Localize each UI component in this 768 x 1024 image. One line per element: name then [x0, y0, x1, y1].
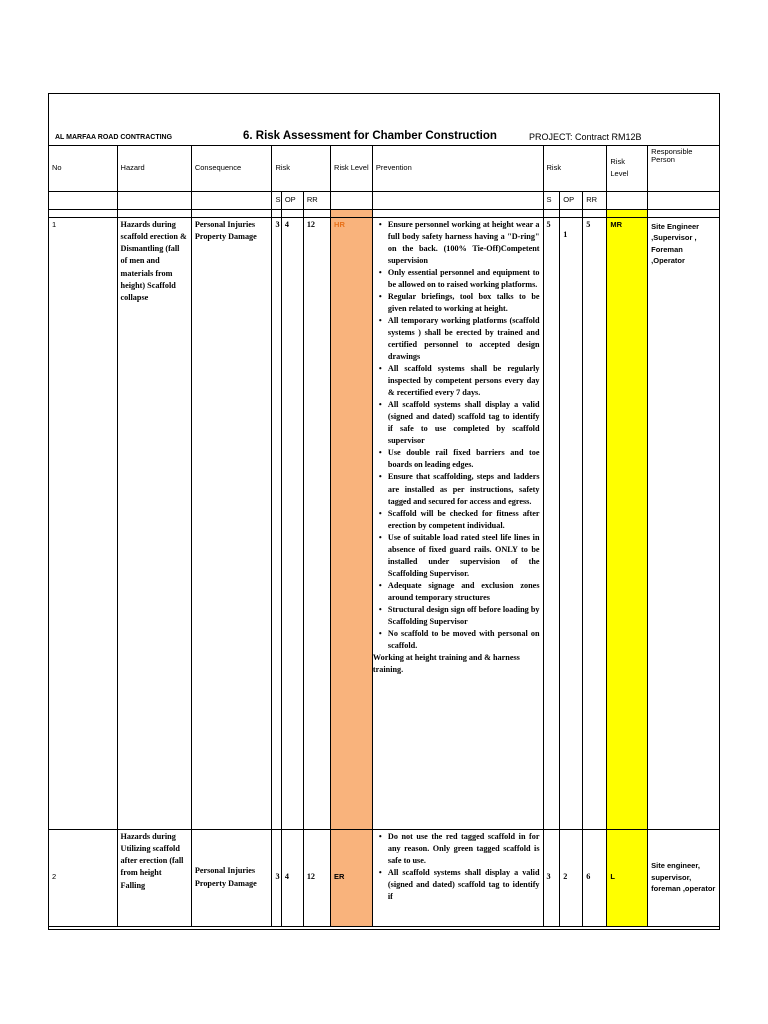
- residual-level-badge: MR: [610, 219, 623, 229]
- document-header: [49, 94, 719, 146]
- project-label: PROJECT: Contract RM12B: [529, 132, 642, 142]
- table-row: [49, 829, 720, 926]
- risk-level-badge: HR: [334, 219, 345, 229]
- col-s2: S: [543, 191, 560, 209]
- row-risk-level: [331, 829, 373, 926]
- col-rr2: RR: [583, 191, 607, 209]
- row-responsible: Site engineer, supervisor, foreman ,operator: [648, 829, 720, 926]
- row-consequence: Personal Injuries Property Damage: [191, 217, 272, 829]
- row-no: 2: [49, 829, 117, 926]
- col-prevention: Prevention: [372, 146, 543, 191]
- prevention-item: • Structural design sign off before loading by Scaffolding Supervisor: [388, 604, 540, 628]
- prevention-item: • Do not use the red tagged scaffold in for any reason. Only green tagged scaffold is safe to use.: [388, 831, 540, 867]
- prevention-list: [379, 831, 540, 903]
- prevention-note: Working at height training and & harness training.: [372, 653, 520, 675]
- row-op2-value: 1: [563, 229, 568, 239]
- col-hazard: Hazard: [117, 146, 191, 191]
- col-responsible: Responsible Person: [648, 146, 720, 191]
- row-residual-level: [607, 217, 648, 829]
- prevention-item: • No scaffold to be moved with personal on scaffold.: [388, 628, 540, 652]
- row-hazard: Hazards during scaffold erection & Dismantling (fall of men and materials from height) Scaffold collapse: [117, 217, 191, 829]
- row-rr: 12: [303, 829, 330, 926]
- risk-level-badge: ER: [334, 872, 345, 882]
- prevention-item: • Use of suitable load rated steel life lines in absence of fixed guard rails. ONLY to be installed under supervision of the Scaffolding Supervisor.: [388, 532, 540, 580]
- prevention-item: • Use double rail fixed barriers and toe boards on leading edges.: [388, 447, 540, 471]
- row-op: 4: [281, 217, 303, 829]
- prevention-list: [379, 219, 540, 653]
- prevention-item: • All scaffold systems shall be regularly inspected by competent persons every day & recertified every 7 days.: [388, 363, 540, 399]
- table-row: [49, 217, 720, 829]
- row-rr2: 5: [583, 217, 607, 829]
- row-risk-level: [331, 217, 373, 829]
- col-s: S: [272, 191, 281, 209]
- row-responsible: Site Engineer ,Supervisor , Foreman ,Operator: [648, 217, 720, 829]
- row-consequence: Personal Injuries Property Damage: [191, 829, 272, 926]
- prevention-item: • Only essential personnel and equipment to be allowed on to raised working platforms.: [388, 267, 540, 291]
- prevention-item: • All scaffold systems shall display a valid (signed and dated) scaffold tag to identify if safe to use completed by scaffold supervisor: [388, 399, 540, 447]
- col-residual-risk: Risk: [543, 146, 607, 191]
- header-row: [49, 146, 720, 191]
- prevention-item: • All scaffold systems shall display a valid (signed and dated) scaffold tag to identify if: [388, 867, 540, 903]
- col-op: OP: [281, 191, 303, 209]
- prevention-item: • Ensure personnel working at height wear a full body safety harness having a "D-ring" on the back. (100% Tie-Off)Competent supervision: [388, 219, 540, 267]
- col-residual-risk-level: [607, 146, 648, 191]
- col-risk: Risk: [272, 146, 331, 191]
- row-s2: 3: [543, 829, 560, 926]
- row-prevention: [372, 217, 543, 829]
- col-consequence: Consequence: [191, 146, 272, 191]
- row-op: 4: [281, 829, 303, 926]
- row-op2: 2: [560, 829, 583, 926]
- row-s: 3: [272, 217, 281, 829]
- risk-assessment-sheet: [48, 93, 720, 930]
- prevention-item: • Ensure that scaffolding, steps and ladders are installed as per instructions, safety tagged and secured for access and egress.: [388, 471, 540, 507]
- row-op2: [560, 217, 583, 829]
- company-name: AL MARFAA ROAD CONTRACTING: [55, 134, 173, 141]
- col-residual-risk-level-line2: Level: [610, 169, 629, 179]
- document-title: 6. Risk Assessment for Chamber Construction: [243, 130, 497, 142]
- row-s2: 5: [543, 217, 560, 829]
- prevention-item: • All temporary working platforms (scaffold systems ) shall be erected by trained and certified personnel to accepted design drawings: [388, 315, 540, 363]
- prevention-item: • Adequate signage and exclusion zones around temporary structures: [388, 580, 540, 604]
- col-no: No: [49, 146, 117, 191]
- residual-level-badge: L: [610, 872, 615, 882]
- prevention-item: • Regular briefings, tool box talks to be given related to working at height.: [388, 291, 540, 315]
- risk-table: [49, 146, 720, 927]
- col-residual-risk-level-line1: Risk: [610, 157, 625, 167]
- subheader-row: [49, 191, 720, 209]
- col-rr: RR: [303, 191, 330, 209]
- row-hazard: Hazards during Utilizing scaffold after erection (fall from height Falling: [117, 829, 191, 926]
- row-rr2: 6: [583, 829, 607, 926]
- row-residual-level: [607, 829, 648, 926]
- row-s: 3: [272, 829, 281, 926]
- row-no: 1: [49, 217, 117, 829]
- row-rr: 12: [303, 217, 330, 829]
- prevention-item: • Scaffold will be checked for fitness after erection by competent individual.: [388, 508, 540, 532]
- col-risk-level: Risk Level: [331, 146, 373, 191]
- col-op2: OP: [560, 191, 583, 209]
- row-prevention: [372, 829, 543, 926]
